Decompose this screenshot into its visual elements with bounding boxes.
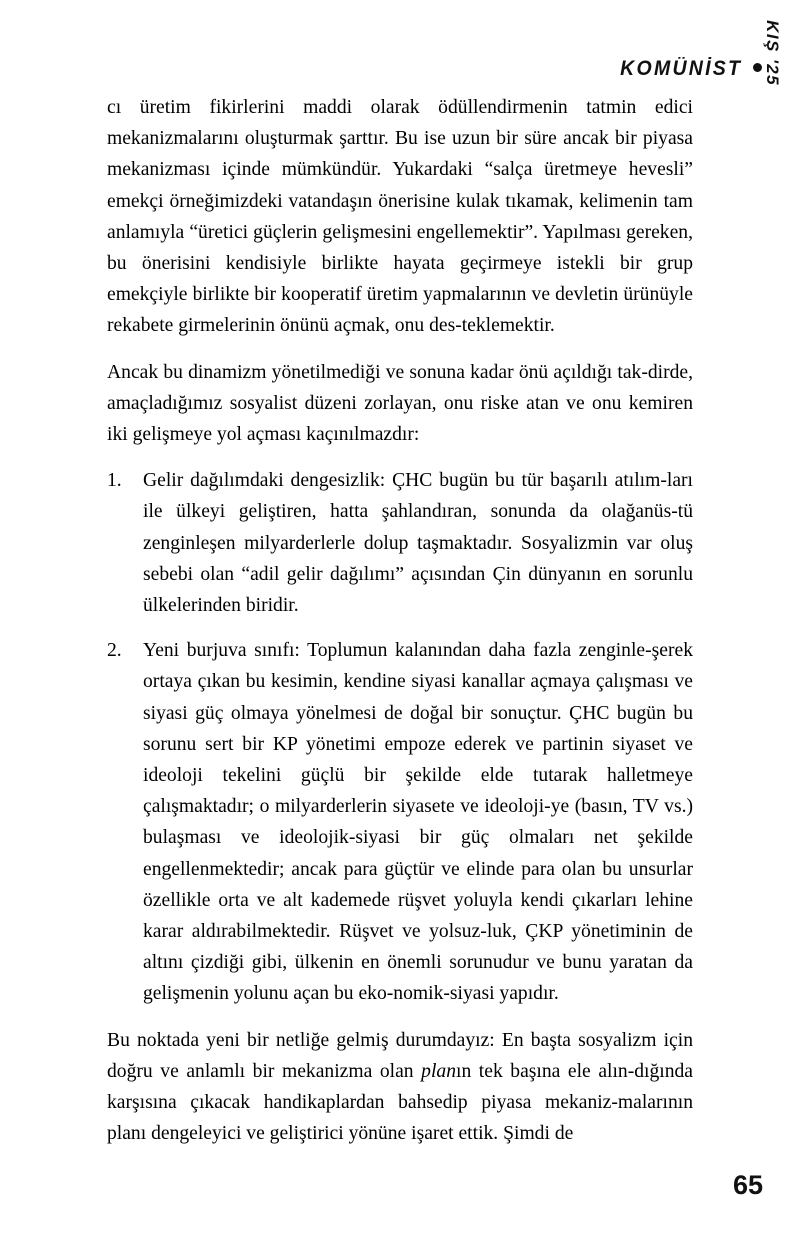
paragraph-2: Ancak bu dinamizm yönetilmediği ve sonuna kadar önü açıldığı tak-dirde, amaçladığımız sosyalist düzeni zorlayan, onu riske atan ve onu kemiren iki gelişmeye yol açması kaçınılmazdır: [107,361,693,446]
list-item [107,465,693,621]
running-header [611,54,762,82]
bullet-dot-icon [753,63,762,72]
paragraph-3-part-b: ın tek başına ele alın-dığında karşısına çıkacak handikaplardan bahsedip piyasa mekaniz-malarının planı dengeleyici ve geliştirici yönüne işaret ettik. Şimdi de [107,1060,693,1145]
page-number: 65 [732,1170,763,1200]
list-item-marker: 2. [107,640,122,662]
issue-label: KIŞ '25 [763,20,782,86]
list-item-marker: 1. [107,470,122,492]
text-column [107,92,693,1150]
paragraph-1: cı üretim fikirlerini maddi olarak ödüllendirmenin tatmin edici mekanizmalarını oluşturmak şarttır. Bu ise uzun bir süre ancak bir piyasa mekanizması içinde mümkündür. Yukardaki “salça üretmeye hevesli” emekçi örneğimizdeki vatandaşın önerisine kulak tıkamak, kelimenin tam anlamıyla “üretici güçlerin gelişmesini engellemektir”. Yapılması gereken, bu önerisini kendisiyle birlikte hayata geçirmeye istekli bir grup emekçiyle birlikte bir kooperatif üretim yapmalarının ve devletin ürünüyle rekabete girmelerinin önünü açmak, onu des-teklemektir. [107,97,693,337]
numbered-list [107,465,693,1009]
publication-title: KOMÜNİST [619,56,742,80]
list-item-text: Gelir dağılımdaki dengesizlik: ÇHC bugün bu tür başarılı atılım-ları ile ülkeyi geliştiren, hatta şahlandıran, sonunda da olağanüs-tü zenginleşen milyarderlerle dolup taşmaktadır. Sosyalizmin var oluş sebebi olan “adil gelir dağılımı” açısından Çin dünyanın en sorunlu ülkelerinden biridir. [143,470,693,617]
emphasized-term-plan: plan [421,1060,456,1082]
paragraph-3-part-a: Bu noktada yeni bir netliğe gelmiş durumdayız: En başta sosyalizm için doğru ve anlamlı bir mekanizma olan [107,1029,693,1082]
list-item [107,635,693,1009]
list-item-text: Yeni burjuva sınıfı: Toplumun kalanından daha fazla zenginle-şerek ortaya çıkan bu kesimin, kendine siyasi kanallar açmaya çalışması ve siyasi güç olmaya yönelmesi de doğal bir sonuçtur. ÇHC bugün bu sorunu sert bir KP yönetimi empoze ederek ve partinin siyaset ve ideoloji tekelini güçlü bir şekilde elde tutarak halletmeye çalışmaktadır; o milyarderlerin siyasete ve ideoloji-ye (basın, TV vs.) bulaşması ve ideolojik-siyasi bir güç olmaları net şekilde engellenmektedir; ancak para güçtür ve elinde para olan bu unsurlar özellikle orta ve alt kademede rüşvet yoluyla kendi çıkarları lehine karar aldırabilmektedir. Rüşvet ve yolsuz-luk, ÇKP yönetiminin de altını çizdiği gibi, ülkenin en önemli sorunudur ve bunu yaratan da gelişmenin yolunu açan bu eko-nomik-siyasi yapıdır. [143,640,693,1005]
paragraph-3 [107,1025,693,1150]
